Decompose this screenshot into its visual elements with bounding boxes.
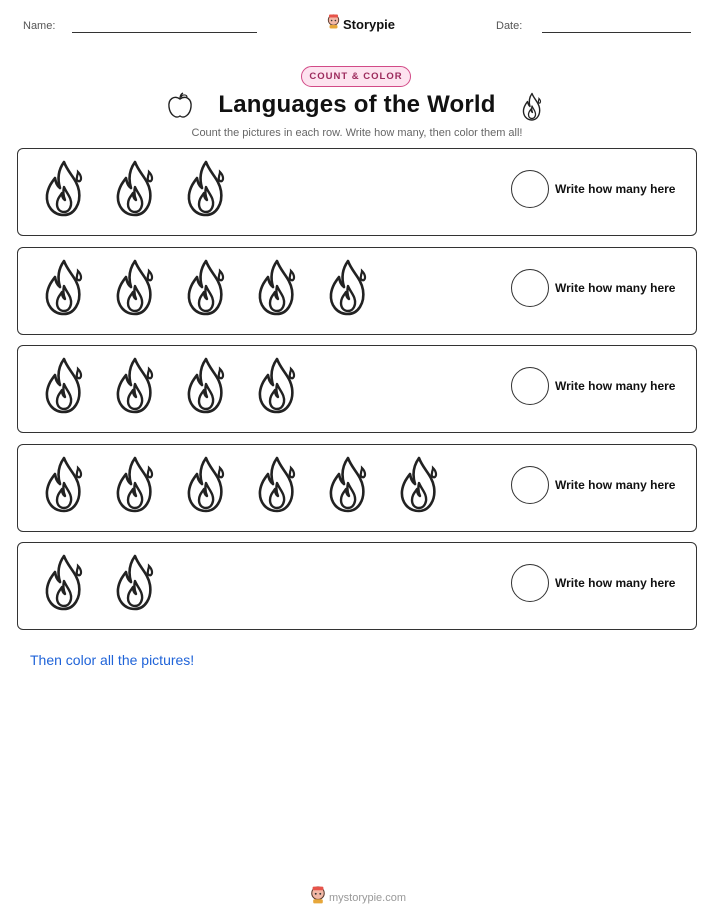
picture-group — [28, 455, 454, 515]
flame-icon[interactable] — [28, 258, 99, 318]
answer-circle[interactable] — [511, 466, 549, 504]
answer-label: Write how many here — [555, 478, 676, 492]
brand — [327, 14, 395, 34]
name-label: Name: — [23, 20, 56, 32]
footer — [310, 886, 406, 909]
picture-group — [28, 553, 170, 613]
flame-icon[interactable] — [28, 159, 99, 219]
brand-name: Storypie — [343, 16, 396, 32]
flame-icon[interactable] — [241, 356, 312, 416]
instructions: Count the pictures in each row. Write how many, then color them all! — [191, 127, 523, 139]
flame-icon[interactable] — [28, 455, 99, 515]
answer-circle[interactable] — [511, 367, 549, 405]
name-line[interactable] — [72, 32, 257, 33]
picture-group — [28, 356, 312, 416]
date-label: Date: — [496, 20, 523, 32]
flame-icon[interactable] — [241, 455, 312, 515]
flame-icon[interactable] — [99, 258, 170, 318]
flame-icon[interactable] — [28, 356, 99, 416]
flame-icon[interactable] — [312, 455, 383, 515]
answer-label: Write how many here — [555, 281, 676, 295]
count-row — [17, 247, 697, 335]
storypie-logo-icon — [327, 14, 340, 34]
flame-icon[interactable] — [170, 159, 241, 219]
flame-icon — [520, 92, 544, 127]
flame-icon[interactable] — [170, 258, 241, 318]
flame-icon[interactable] — [99, 455, 170, 515]
flame-icon[interactable] — [99, 553, 170, 613]
category-badge: COUNT & COLOR — [301, 66, 411, 87]
flame-icon[interactable] — [28, 553, 99, 613]
date-line[interactable] — [542, 32, 691, 33]
flame-icon[interactable] — [99, 356, 170, 416]
flame-icon[interactable] — [170, 455, 241, 515]
answer-label: Write how many here — [555, 576, 676, 590]
flame-icon[interactable] — [312, 258, 383, 318]
flame-icon[interactable] — [170, 356, 241, 416]
flame-icon[interactable] — [383, 455, 454, 515]
answer-circle[interactable] — [511, 170, 549, 208]
closing-note: Then color all the pictures! — [30, 652, 195, 668]
count-row — [17, 444, 697, 532]
answer-label: Write how many here — [555, 182, 676, 196]
picture-group — [28, 159, 241, 219]
flame-icon[interactable] — [241, 258, 312, 318]
answer-circle[interactable] — [511, 564, 549, 602]
footer-site: mystorypie.com — [329, 891, 407, 904]
flame-icon[interactable] — [99, 159, 170, 219]
answer-circle[interactable] — [511, 269, 549, 307]
storypie-logo-icon — [310, 886, 326, 909]
picture-group — [28, 258, 383, 318]
worksheet-title: Languages of the World — [218, 91, 496, 118]
answer-label: Write how many here — [555, 379, 676, 393]
count-row — [17, 148, 697, 236]
count-row — [17, 345, 697, 433]
count-row — [17, 542, 697, 630]
